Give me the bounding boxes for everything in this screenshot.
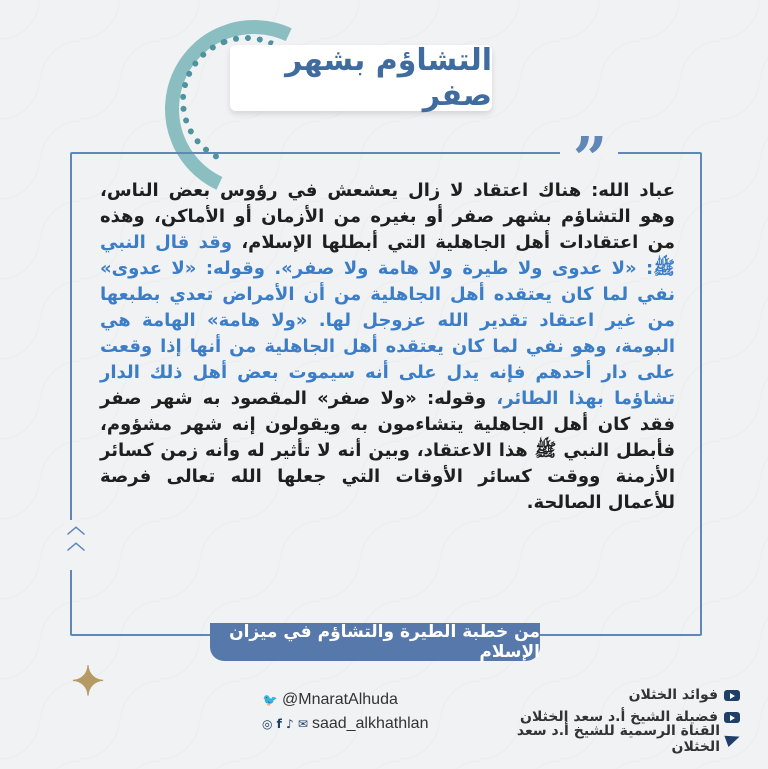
social-links-right: [470, 684, 740, 755]
youtube-channel-label[interactable]: فوائد الخثلان: [628, 687, 718, 703]
social-row[interactable]: [262, 688, 462, 712]
youtube-channel-label[interactable]: فضيلة الشيخ أ.د سعد الخثلان: [520, 709, 718, 725]
page-title: التشاؤم بشهر صفر: [285, 43, 492, 113]
social-handle[interactable]: saad_alkhathlan: [311, 715, 429, 732]
body-segment-plain: وقوله: «ولا صفر» المقصود به شهر صفر فقد كان أهل الجاهلية يتشاءمون به ويقولون إنه شهر مشؤوم، فأبطل النبي ﷺ هذا الاعتقاد، وبين أنه لا تأثير له وأنه زمن كسائر الأزمنة ووقت كسائر الأوقات التي جعلها الله تعالى فرصة للأعمال الصالحة.: [100, 388, 675, 513]
double-chevron-up-icon: ︿ ︿: [67, 517, 85, 554]
social-row[interactable]: [262, 712, 462, 736]
youtube-link[interactable]: [470, 684, 740, 706]
logo-mark: ✦: [71, 658, 105, 705]
social-icons-group: ◎ f ♪ ✉: [262, 717, 308, 731]
title-box: [230, 45, 492, 111]
source-banner: [210, 623, 540, 661]
quote-icon: ”: [572, 125, 608, 195]
telegram-link[interactable]: [470, 723, 740, 755]
youtube-icon: [724, 690, 740, 701]
twitter-icon: 🐦: [262, 693, 278, 707]
social-links-middle: [262, 688, 462, 736]
body-segment-plain: عباد الله: هناك اعتقاد لا زال يعشعش في رؤوس بعض الناس، وهو التشاؤم بشهر صفر أو بغيره من الأزمان أو الأماكن، وهذه من اعتقادات أهل الجاهلية التي أبطلها الإسلام،: [100, 180, 675, 253]
youtube-icon: [724, 712, 740, 723]
body-text: [100, 178, 675, 516]
body-segment-hadith: وقد قال النبي ﷺ: «لا عدوى ولا طيرة ولا هامة ولا صفر». وقوله: «لا عدوى» نفي لما كان يعتقده أهل الجاهلية من أن الأمراض تعدي بطبعها من غير اعتقاد تقدير الله عزوجل لها. «ولا هامة» الهامة هي البومة، وهو نفي لما كان يعتقده أهل الجاهلية من أنها إذا وقعت على دار أحدهم فإنه يدل على أنه سيموت بعض أهل ذلك الدار تشاؤما بهذا الطائر،: [100, 232, 675, 409]
twitter-handle[interactable]: @MnaratAlhuda: [282, 691, 398, 708]
logo: [40, 660, 136, 752]
telegram-channel-label[interactable]: القناة الرسمية للشيخ أ.د سعد الخثلان: [516, 723, 720, 755]
telegram-icon: [724, 731, 741, 747]
source-text: من خطبة الطيرة والتشاؤم في ميزان الإسلام: [229, 622, 540, 662]
